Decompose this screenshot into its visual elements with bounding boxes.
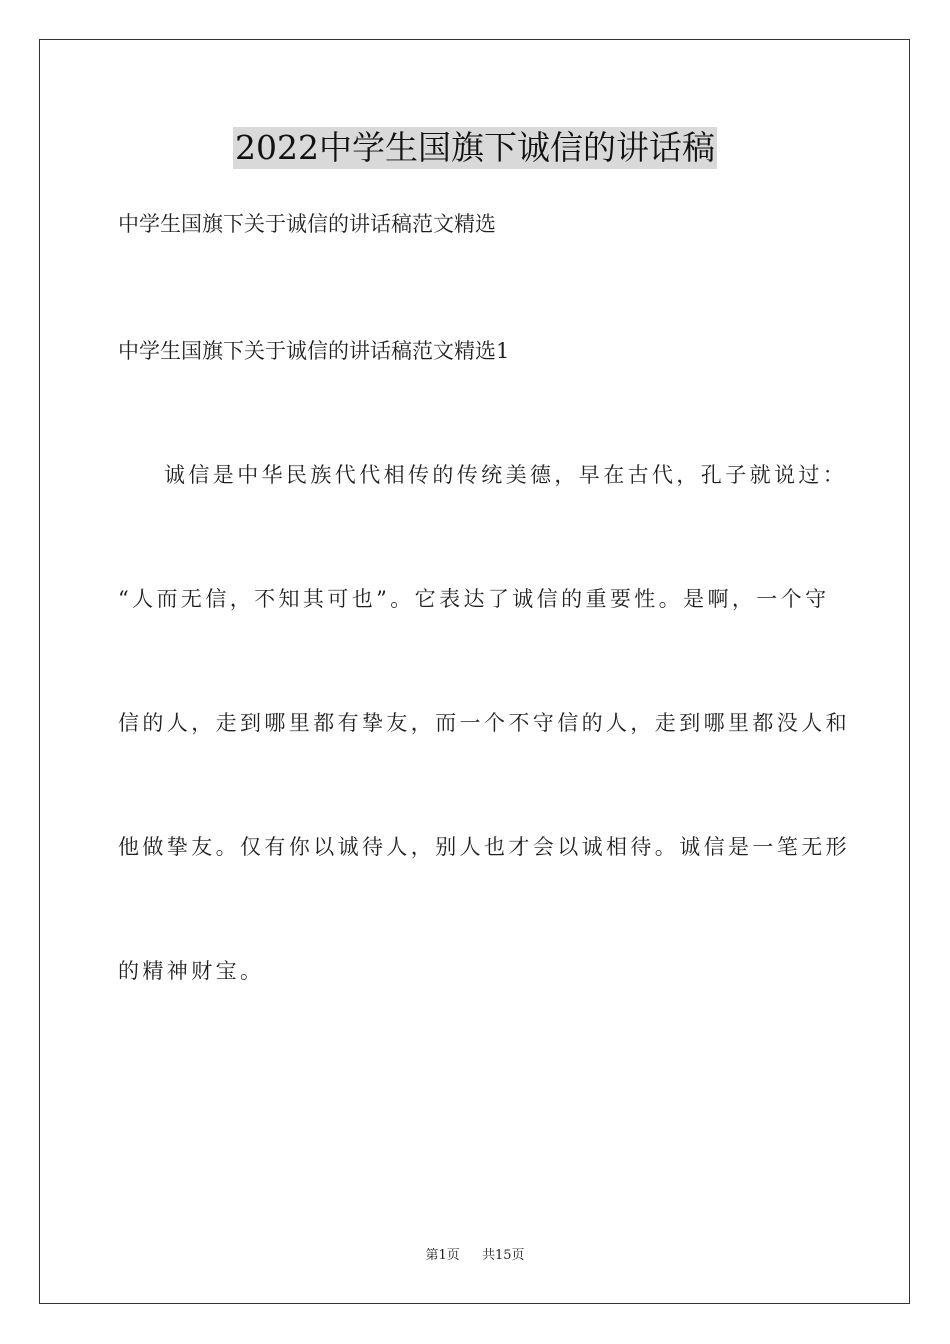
document-subtitle: 中学生国旗下关于诚信的讲话稿范文精选 — [118, 212, 496, 236]
title-container — [0, 127, 950, 169]
total-pages: 共15页 — [482, 1248, 525, 1263]
paragraph-line-3: 信的人，走到哪里都有挚友，而一个不守信的人，走到哪里都没人和 — [118, 711, 850, 735]
page-number: 第1页 — [425, 1248, 460, 1263]
paragraph-line-2: “人而无信，不知其可也”。它表达了诚信的重要性。是啊，一个守 — [118, 587, 830, 611]
paragraph-line-4: 他做挚友。仅有你以诚待人，别人也才会以诚相待。诚信是一笔无形 — [118, 835, 850, 859]
section-heading: 中学生国旗下关于诚信的讲话稿范文精选1 — [118, 339, 510, 363]
document-title: 2022中学生国旗下诚信的讲话稿 — [235, 128, 715, 167]
paragraph-line-1: 诚信是中华民族代代相传的传统美德，早在古代，孔子就说过： — [164, 463, 848, 487]
paragraph-line-5: 的精神财宝。 — [118, 959, 265, 983]
page-footer — [0, 1247, 950, 1265]
